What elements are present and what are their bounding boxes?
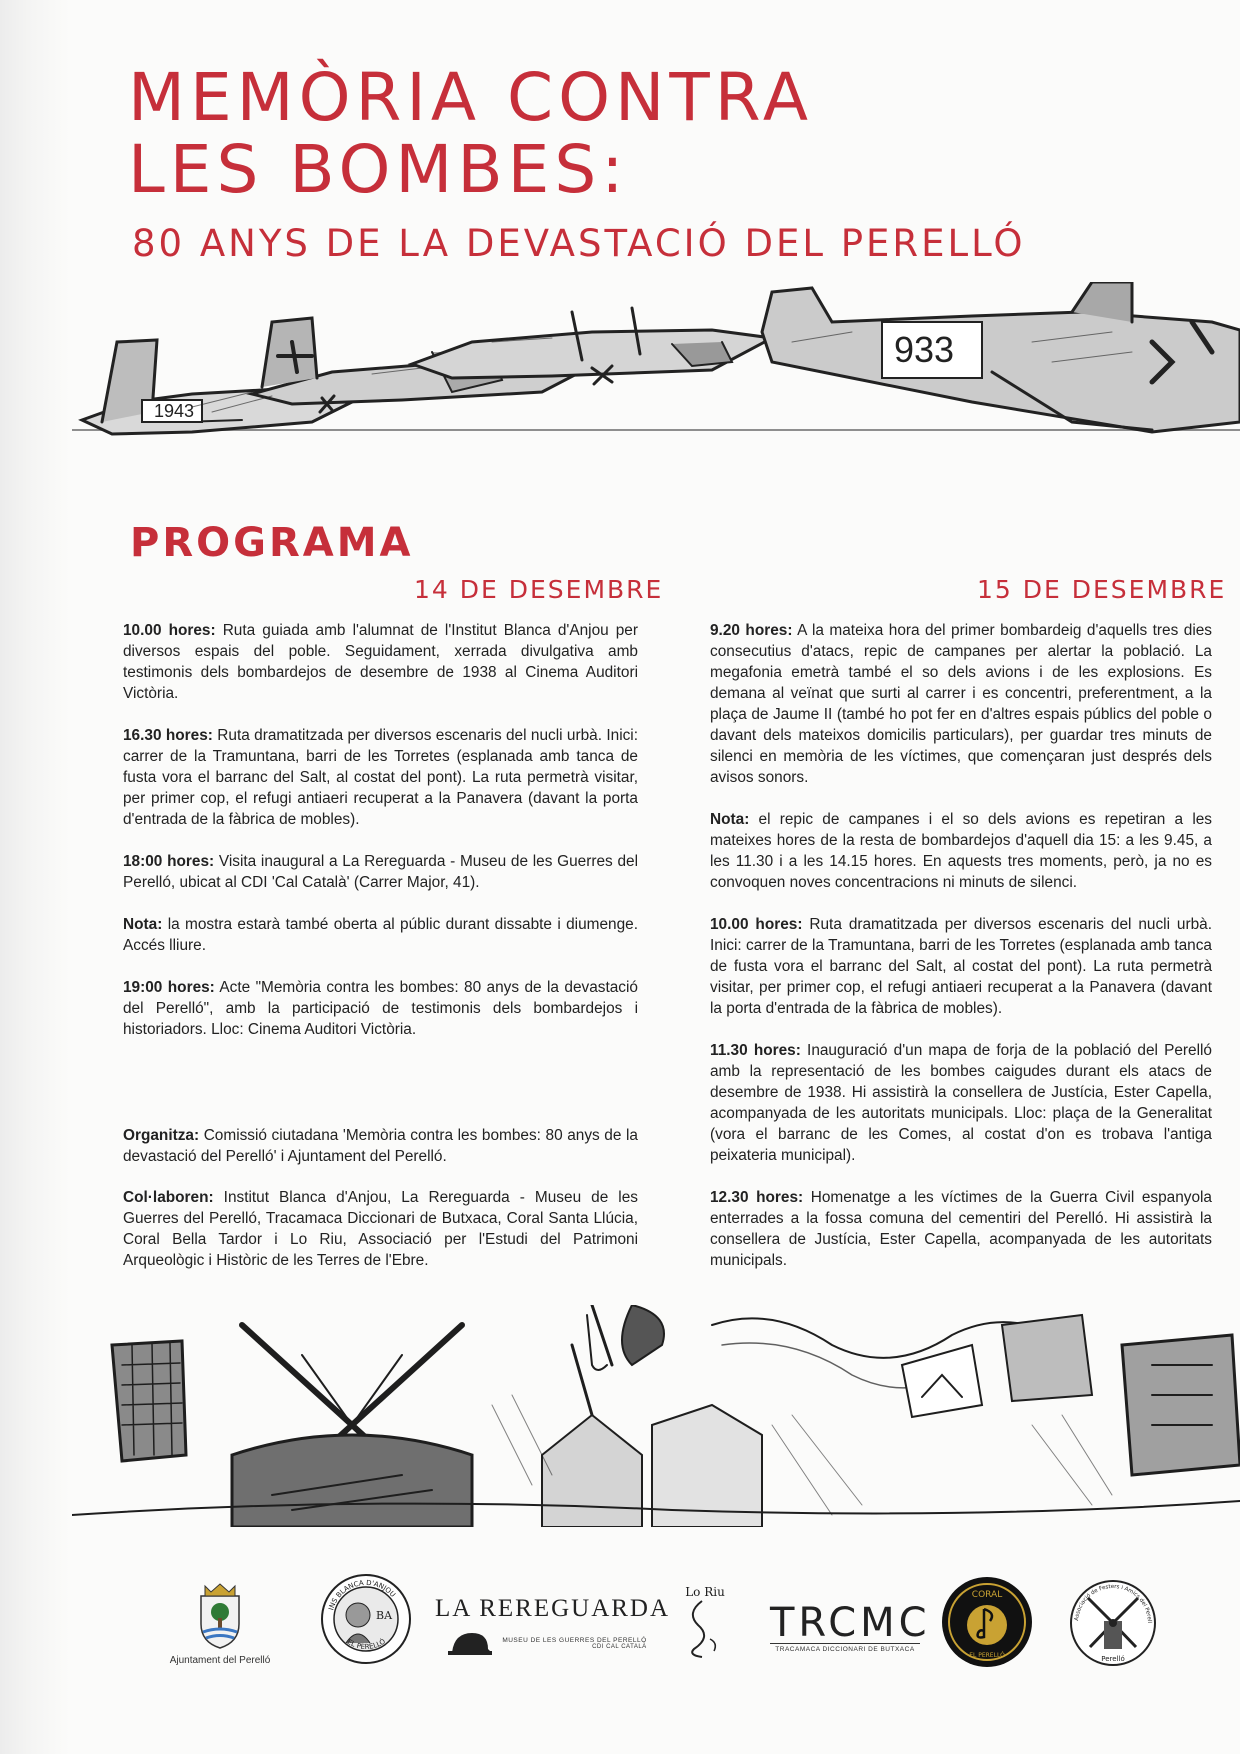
ajuntament-caption: Ajuntament del Perelló (169, 1655, 271, 1666)
trcmc-title: TRCMC (770, 1600, 931, 1646)
entry-time: 11.30 hores: (710, 1042, 801, 1059)
logo-ajuntament (160, 1580, 280, 1666)
entry-text: Ruta dramatitzada per diversos escenaris del nucli urbà. Inici: carrer de la Tramuntana, barri de les Torretes (esplanada amb tanca de fusta vora el barranc del Salt, al costat del pont). La ruta permetrà visitar, per primer cop, el refugi antiaeri recuperat a la Panavera (davant la porta d'entrada de la fàbrica de mobles). (710, 916, 1212, 1017)
svg-text:Associació de Festers i Amics: Associació de Festers i Amics del Perell (1074, 1583, 1153, 1624)
entry-text: Acte "Memòria contra les bombes: 80 anys de la devastació del Perelló", amb la participació de testimonis dels bombardejos i historiadors. Lloc: Cinema Auditori Victòria. (123, 979, 638, 1038)
helmet-icon (448, 1629, 492, 1657)
entry-time: 10.00 hores: (710, 916, 803, 933)
river-icon (682, 1599, 728, 1659)
program-entry (123, 725, 638, 830)
collaboren (123, 1187, 638, 1271)
day-heading-14: 14 DE DESEMBRE (414, 575, 664, 604)
logo-coral (940, 1575, 1034, 1669)
program-column-15-dec (710, 620, 1212, 1292)
entry-text: A la mateixa hora del primer bombardeig d'aquells tres dies consecutius d'atacs, repic de campanes per alertar la població. La megafonia emetrà també el so dels avions i de les explosions. Es demana al veïnat que surti al carrer i es concentri, preferentment, a la plaça de Jaume II (també ho pot fer en d'altres espais públics del poble o davant dels mateixos domicilis particulars), per guardar tres minuts de silenci en memòria de les víctimes, que començaran just després dels avisos sonors. (710, 622, 1212, 786)
coat-of-arms-icon (197, 1580, 243, 1650)
rereguarda-title: LA REREGUARDA (435, 1595, 671, 1622)
trcmc-subtitle: TRACAMACA DICCIONARI DE BUTXACA (770, 1643, 920, 1653)
entry-text: Ruta guiada amb l'alumnat de l'Institut Blanca d'Anjou per diversos espais del poble. Seguidament, xerrada divulgativa amb testimonis dels bombardejos de desembre de 1938 al Cinema Auditori Victòria. (123, 622, 638, 702)
logo-la-rereguarda (435, 1595, 671, 1657)
svg-text:EL PERELLÓ: EL PERELLÓ (345, 1637, 387, 1652)
collaboren-label: Col·laboren: (123, 1189, 214, 1206)
organitza (123, 1125, 638, 1167)
svg-text:BA: BA (376, 1609, 393, 1622)
entry-text: Visita inaugural a La Rereguarda - Museu de les Guerres del Perelló, ubicat al CDI 'Cal Català' (Carrer Major, 41). (123, 853, 638, 891)
entry-time: 19:00 hores: (123, 979, 215, 996)
title-line-1: MEMÒRIA CONTRA (128, 59, 814, 136)
program-entry (123, 620, 638, 704)
plane-number-933: 933 (894, 329, 955, 370)
bombed-town-illustration (72, 1305, 1240, 1527)
page-title (128, 59, 814, 208)
entry-text: la mostra estarà també oberta al públic durant dissabte i diumenge. Accés lliure. (123, 916, 638, 954)
title-line-2: LES BOMBES: (128, 131, 629, 208)
organitza-text: Comissió ciutadana 'Memòria contra les bombes: 80 anys de la devastació del Perelló' i Ajuntament del Perelló. (123, 1127, 638, 1165)
sponsor-logos (150, 1565, 1153, 1695)
collaboren-text: Institut Blanca d'Anjou, La Rereguarda - Museu de les Guerres del Perelló, Tracamaca Diccionari de Butxaca, Coral Santa Llúcia, Coral Bella Tardor i Lo Riu, Associació per l'Estudi del Patrimoni Arqueològic i Històric de les Terres de l'Ebre. (123, 1189, 638, 1269)
logo-lo-riu (675, 1585, 735, 1664)
plane-number-1943: 1943 (154, 401, 195, 421)
logo-institut-blanca-anjou (320, 1573, 412, 1665)
program-entry (710, 1040, 1212, 1166)
page-subtitle: 80 ANYS DE LA DEVASTACIÓ DEL PERELLÓ (132, 222, 1026, 265)
entry-time: 12.30 hores: (710, 1189, 804, 1206)
entry-text: Homenatge a les víctimes de la Guerra Civil espanyola enterrades a la fossa comuna del cementiri del Perelló. Hi assistirà la consellera de Justícia, Ester Capella, acompanyada de les autoritats municipals. (710, 1189, 1212, 1269)
credits (123, 1125, 638, 1291)
logo-tracamaca (770, 1600, 931, 1653)
entry-time: Nota: (123, 916, 163, 933)
loriu-text: Lo Riu (685, 1585, 725, 1599)
entry-time: Nota: (710, 811, 750, 828)
program-entry (123, 977, 638, 1040)
institut-seal-icon (320, 1573, 412, 1665)
svg-text:EL PERELLÓ: EL PERELLÓ (969, 1652, 1005, 1659)
entry-time: 16.30 hores: (123, 727, 213, 744)
coral-seal-icon (940, 1575, 1034, 1669)
logo-associacio (1068, 1573, 1158, 1673)
programa-heading: PROGRAMA (130, 520, 414, 566)
entry-time: 10.00 hores: (123, 622, 216, 639)
program-column-14-dec (123, 620, 638, 1061)
entry-time: 18:00 hores: (123, 853, 215, 870)
program-entry (123, 851, 638, 893)
entry-text: Ruta dramatitzada per diversos escenaris del nucli urbà. Inici: carrer de la Tramuntana, barri de les Torretes (esplanada amb tanca de fusta vora el barranc del Salt, al costat del pont). La ruta permetrà visitar, per primer cop, el refugi antiaeri recuperat a la Panavera (davant la porta d'entrada de la fàbrica de mobles). (123, 727, 638, 828)
entry-time: 9.20 hores: (710, 622, 793, 639)
organitza-label: Organitza: (123, 1127, 200, 1144)
page-edge-shadow (0, 0, 70, 1754)
bomber-planes-illustration (72, 282, 1240, 508)
day-heading-15: 15 DE DESEMBRE (977, 575, 1227, 604)
program-entry (710, 914, 1212, 1019)
rereguarda-subtitle-2: CDI CAL CATALÀ (592, 1643, 647, 1650)
program-entry (710, 620, 1212, 788)
program-entry (710, 1187, 1212, 1271)
svg-text:Perelló: Perelló (1101, 1655, 1125, 1663)
svg-text:CORAL: CORAL (971, 1590, 1003, 1600)
program-note (710, 809, 1212, 893)
entry-text: el repic de campanes i el so dels avions es repetiran a les mateixes hores de la resta de bombardejos d'aquell dia 15: a les 9.45, a les 11.30 i a les 14.15 hores. En aquests tres moments, però, ja no es convoquen noves concentracions ni minuts de silenci. (710, 811, 1212, 891)
rereguarda-subtitle: MUSEU DE LES GUERRES DEL PERELLÓ (502, 1636, 647, 1644)
entry-text: Inauguració d'un mapa de forja de la població del Perelló amb la representació de les bombes caigudes durant els atacs de desembre de 1938. Hi assistirà la consellera de Justícia, Ester Capella, acompanyada de les autoritats municipals. Lloc: plaça de la Generalitat (vora el barranc de les Comes, al costat d'on es trobava l'antiga peixateria municipal). (710, 1042, 1212, 1164)
program-note (123, 914, 638, 956)
windmill-seal-icon (1068, 1573, 1158, 1673)
svg-text:INS BLANCA D'ANJOU: INS BLANCA D'ANJOU (327, 1578, 397, 1612)
